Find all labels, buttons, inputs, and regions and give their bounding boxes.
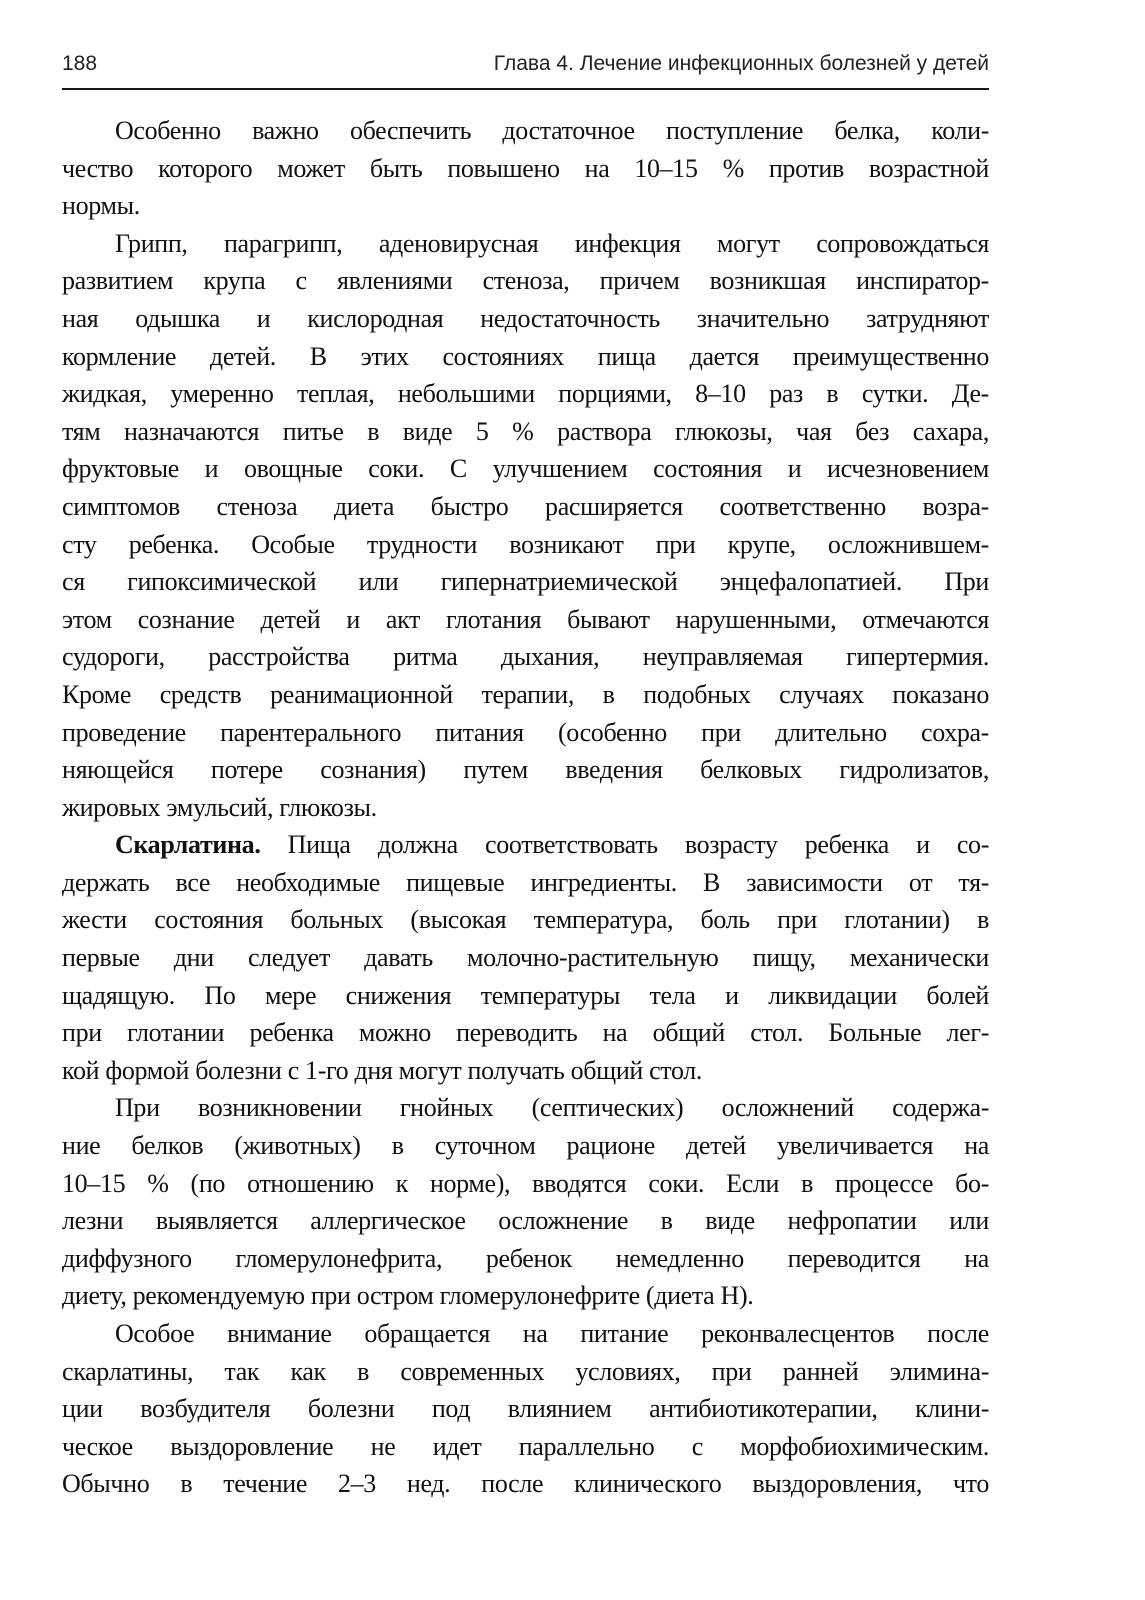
text-line: первые дни следует давать молочно-растительную пищу, механически [62, 943, 989, 973]
text-line: жидкая, умеренно теплая, небольшими порциями, 8–10 раз в сутки. Де- [62, 379, 989, 409]
text-line-content: Пища должна соответствовать возрасту ребенка и со- [287, 830, 989, 860]
text-line: этом сознание детей и акт глотания бывают нарушенными, отмечаются [62, 604, 989, 634]
text-line: При возникновении гнойных (септических) осложнений содержа- [115, 1093, 989, 1123]
text-line: щадящую. По мере снижения температуры тела и ликвидации болей [62, 980, 989, 1010]
text-line: диффузного гломерулонефрита, ребенок немедленно переводится на [62, 1243, 989, 1273]
text-line: Кроме средств реанимационной терапии, в подобных случаях показано [62, 679, 989, 709]
text-line: ная одышка и кислородная недостаточность значительно затрудняют [62, 303, 989, 333]
text-line: держать все необходимые пищевые ингредиенты. В зависимости от тя- [62, 867, 989, 897]
text-line: тям назначаются питье в виде 5 % раствора глюкозы, чая без сахара, [62, 416, 989, 446]
text-line: при глотании ребенка можно переводить на общий стол. Больные лег- [62, 1018, 989, 1048]
running-header [62, 50, 989, 90]
text-line [62, 826, 989, 864]
text-line: 10–15 % (по отношению к норме), вводятся соки. Если в процессе бо- [62, 1168, 989, 1198]
page-number: 188 [62, 52, 98, 75]
text-line: Грипп, парагрипп, аденовирусная инфекция могут сопровождаться [115, 228, 989, 258]
section-heading: Скарлатина. [115, 830, 261, 860]
text-line: проведение парентерального питания (особенно при длительно сохра- [62, 717, 989, 747]
text-line: сту ребенка. Особые трудности возникают при крупе, осложнившем- [62, 529, 989, 559]
text-line: судороги, расстройства ритма дыхания, неуправляемая гипертермия. [62, 642, 989, 672]
text-line: фруктовые и овощные соки. С улучшением состояния и исчезновением [62, 454, 989, 484]
text-line: ние белков (животных) в суточном рационе детей увеличивается на [62, 1131, 989, 1161]
text-line: жести состояния больных (высокая температура, боль при глотании) в [62, 905, 989, 935]
text-line: кой формой болезни с 1-го дня могут получать общий стол. [62, 1055, 703, 1085]
running-title: Глава 4. Лечение инфекционных болезней у детей [493, 52, 989, 75]
text-line: ся гипоксимической или гипернатриемической энцефалопатией. При [62, 567, 989, 597]
text-line: чество которого может быть повышено на 10–15 % против возрастной [62, 153, 989, 183]
text-line: развитием крупа с явлениями стеноза, причем возникшая инспиратор- [62, 266, 989, 296]
body-text [62, 112, 989, 1503]
text-line: ции возбудителя болезни под влиянием антибиотикотерапии, клини- [62, 1394, 989, 1424]
text-line: нормы. [62, 191, 140, 221]
text-line: лезни выявляется аллергическое осложнение в виде нефропатии или [62, 1206, 989, 1236]
text-line: Особенно важно обеспечить достаточное поступление белка, коли- [115, 116, 989, 145]
text-line: няющейся потере сознания) путем введения белковых гидролизатов, [62, 755, 989, 785]
text-line: симптомов стеноза диета быстро расширяется соответственно возра- [62, 491, 989, 521]
text-line: скарлатины, так как в современных условиях, при ранней элимина- [62, 1356, 989, 1386]
text-line: кормление детей. В этих состояниях пища дается преимущественно [62, 341, 989, 371]
text-line: Особое внимание обращается на питание реконвалесцентов после [115, 1319, 989, 1348]
text-line: диету, рекомендуемую при остром гломерулонефрите (диета Н). [62, 1281, 754, 1311]
text-line: Обычно в течение 2–3 нед. после клинического выздоровления, что [62, 1469, 989, 1499]
text-line: жировых эмульсий, глюкозы. [62, 792, 377, 822]
text-line: ческое выздоровление не идет параллельно с морфобиохимическим. [62, 1431, 989, 1461]
